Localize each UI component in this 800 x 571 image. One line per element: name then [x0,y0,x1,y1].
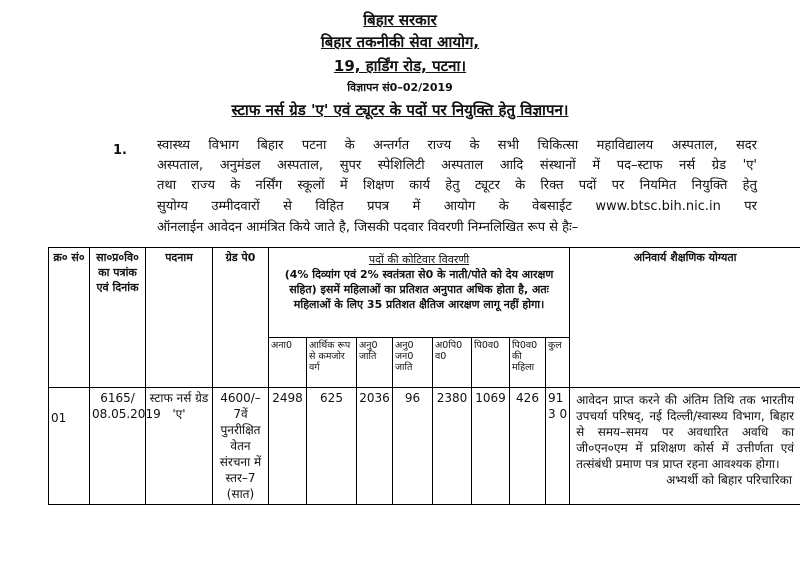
category-col: पि0व0 की महिला [510,338,546,388]
qualification-text: अभ्यर्थी को बिहार परिचारिका [666,473,793,487]
total-cell: 913 0 [546,388,570,505]
qualification-header: अनिवार्य शैक्षणिक योग्यता [570,248,800,388]
category-col: अनु0 जन0 जाति [393,338,433,388]
category-col: अ0पि0 व0 [433,338,472,388]
qualification-cell [570,388,800,505]
post-header: पदनाम [146,248,213,388]
paragraph-number: 1. [113,143,127,158]
category-col: पि0व0 [472,338,510,388]
sr-header: क्र० सं० [49,248,90,388]
paragraph-line: ऑनलाईन आवेदन आमंत्रित किये जाते है, जिसकी पदवार विवरणी निम्नलिखित रूप से हैः– [157,220,579,235]
category-note: (4% दिव्यांग एवं 2% स्वतंत्रता से0 के नाती/पोते को देय आरक्षण सहित) इसमें महिलाओं का प्रतिशत अनुपात अधिक होता है, अतः महिलाओं के लिए 35 प्रतिशत क्षैतिज आरक्षण लागू नहीं होगा। [284,268,554,311]
count-cell: 2380 [433,388,472,505]
count-cell: 2036 [357,388,393,505]
category-col: अनु0 जाति [357,338,393,388]
count-cell: 426 [510,388,546,505]
advertisement-number: विज्ञापन सं0–02/2019 [347,81,453,94]
count-cell: 2498 [269,388,307,505]
paragraph-line: अस्पताल, अनुमंडल अस्पताल, सुपर स्पेशिलिटी अस्पताल आदि संस्थानों में पद–स्टाफ नर्स ग्रेड 'ए' [157,158,757,173]
paragraph-line: स्वास्थ्य विभाग बिहार पटना के अन्तर्गत राज्य के सभी चिकित्सा महाविद्यालय अस्पताल, सदर [157,138,757,153]
category-header [269,248,570,338]
category-col: आर्थिक रूप से कमजोर वर्ग [307,338,357,388]
count-cell: 96 [393,388,433,505]
table-row [49,388,800,505]
table-header-row [49,248,800,338]
count-cell: 1069 [472,388,510,505]
category-col: कुल [546,338,570,388]
post-cell: स्टाफ नर्स ग्रेड 'ए' [146,388,213,505]
qualification-text: आवेदन प्राप्त करने की अंतिम तिथि तक भारतीय उपचर्या परिषद्, नई दिल्ली/स्वास्थ्य विभाग, बिहार से समय–समय पर अवधारित अवधि का जी०एन०एम में प्रशिक्षण कोर्स में उत्तीर्णता एवं तत्संबंधी प्रमाण पत्र प्राप्त रहना आवश्यक होगा। [576,393,795,471]
sr-cell: 01 [49,388,90,505]
count-cell: 625 [307,388,357,505]
grade-pay-cell: 4600/– 7वें पुनरीक्षित वेतन संरचना में स्तर–7 (सात) [213,388,269,505]
category-col: अना0 [269,338,307,388]
advertisement-title: स्टाफ नर्स ग्रेड 'ए' एवं ट्यूटर के पदों पर नियुक्ति हेतु विज्ञापन। [231,101,569,119]
address-heading: 19, हार्डिंग रोड, पटना। [333,57,467,75]
commission-heading: बिहार तकनीकी सेवा आयोग, [320,33,480,51]
paragraph-line: तथा राज्य के नर्सिंग स्कूलों में शिक्षण कार्य हेतु ट्यूटर के रिक्त पदों पर नियमित नियुक्ति हेतु [157,178,757,193]
category-title: पदों की कोटिवार विवरणी [368,253,470,266]
requisition-cell: 6165/ 08.05.2019 [90,388,146,505]
paragraph-line: सुयोग्य उम्मीदवारों से विहित प्रपत्र में आयोग के वेबसाईट www.btsc.bih.nic.in पर [157,199,757,214]
posts-table [48,247,800,505]
requisition-header: सा०प्र०वि० का पत्रांक एवं दिनांक [90,248,146,388]
grade-pay-header: ग्रेड पे0 [213,248,269,388]
government-heading: बिहार सरकार [363,11,437,29]
